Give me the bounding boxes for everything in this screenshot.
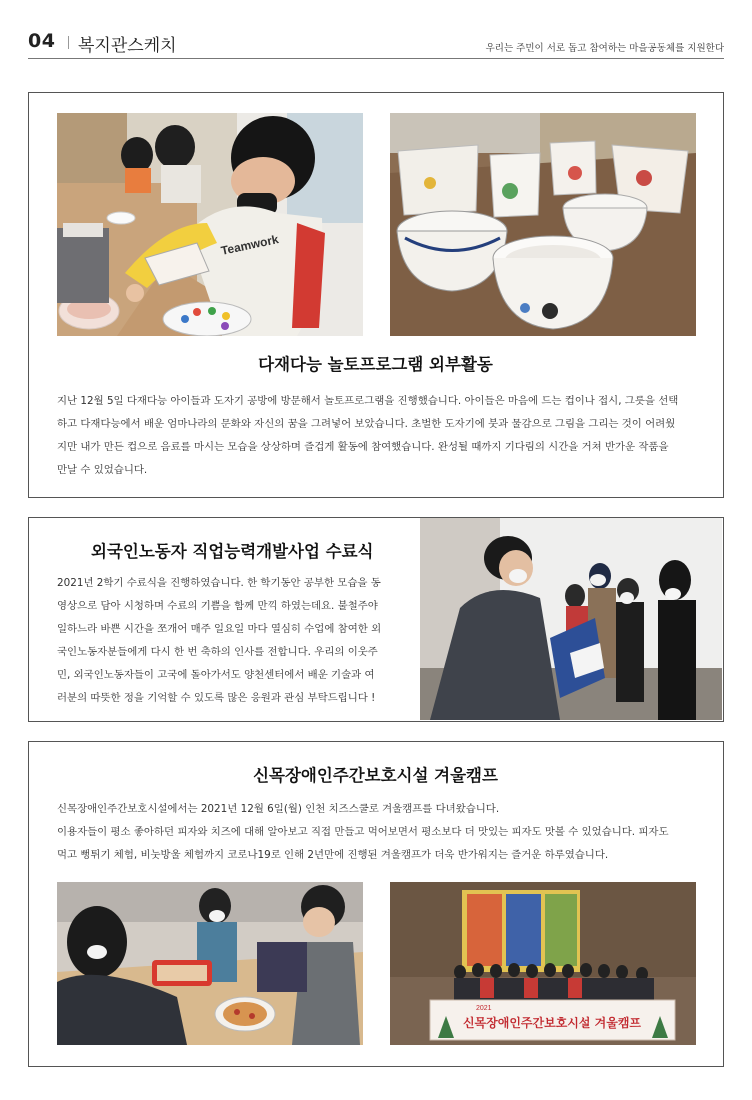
body-line: 지만 내가 만든 컵으로 음료를 마시는 모습을 상상하며 즐겁게 활동에 참여했습니다. 완성될 때까지 기다림의 시간을 거쳐 반가운 작품을 [57,441,669,453]
body-line: 이용자들이 평소 좋아하던 피자와 치즈에 대해 알아보고 직접 만들고 먹어보면서 평소보다 더 맛있는 피자도 맛볼 수 있었습니다. 피자도 [57,826,669,838]
shirt-text: Teamwork [219,232,280,258]
banner-year: 2021 [476,1005,492,1012]
article-title: 외국인노동자 직업능력개발사업 수료식 [91,542,374,561]
body-line: 일하느라 바쁜 시간을 쪼개어 매주 일요일 마다 열심히 수업에 참여한 외 [57,623,382,635]
article-body [57,390,697,482]
body-line: 영상으로 담아 시청하며 수료의 기쁨을 함께 만끽 하였는데요. 불철주야 [57,600,378,612]
section-title: 복지관스케치 [78,36,177,56]
body-line: 국인노동자분들에게 다시 한 번 축하의 인사를 전합니다. 우리의 이웃주 [57,646,378,658]
article-graduation [28,517,724,722]
article-winter-camp [28,741,724,1067]
body-line: 지난 12월 5일 다재다능 아이들과 도자기 공방에 방문해서 놀토프로그램을 진행했습니다. 아이들은 마음에 드는 컵이나 접시, 그릇을 선택 [57,395,679,407]
article-nolto-program [28,92,724,498]
header-separator [68,36,69,49]
article-title: 신목장애인주간보호시설 겨울캠프 [253,766,498,785]
graduation-ceremony-photo [420,518,722,720]
group-photo-banner [390,882,696,1045]
painted-cups-photo [390,113,696,336]
pizza-making-photo [57,882,363,1045]
body-line: 만날 수 있었습니다. [57,464,148,476]
header-tagline: 우리는 주민이 서로 돕고 참여하는 마을공동체를 지원한다 [485,43,724,54]
body-line: 먹고 뻥튀기 체험, 비눗방울 체험까지 코로나19로 인해 2년만에 진행된 겨울캠프가 더욱 반가워지는 즐거운 하루였습니다. [57,849,609,861]
body-line: 하고 다재다능에서 배운 엄마나라의 문화와 자신의 꿈을 그려넣어 보았습니다. 초벌한 도자기에 붓과 물감으로 그림을 그리는 것이 어려웠 [57,418,676,430]
page-header [28,28,724,58]
body-line: 신목장애인주간보호시설에서는 2021년 12월 6일(월) 인천 치즈스쿨로 겨울캠프를 다녀왔습니다. [57,803,500,815]
body-line: 러분의 따뜻한 정을 기억할 수 있도록 많은 응원과 관심 부탁드립니다 ! [57,692,376,704]
body-line: 2021년 2학기 수료식을 진행하였습니다. 한 학기동안 공부한 모습을 동 [57,577,381,589]
article-body [57,798,697,867]
banner-title: 신목장애인주간보호시설 겨울캠프 [462,1016,642,1030]
page-number: 04 [28,30,56,52]
body-line: 민, 외국인노동자들이 고국에 돌아가서도 양천센터에서 배운 기술과 여 [57,669,375,681]
article-body [57,572,417,710]
article-title: 다재다능 놀토프로그램 외부활동 [258,355,493,374]
header-rule [28,58,724,59]
children-painting-photo [57,113,363,336]
